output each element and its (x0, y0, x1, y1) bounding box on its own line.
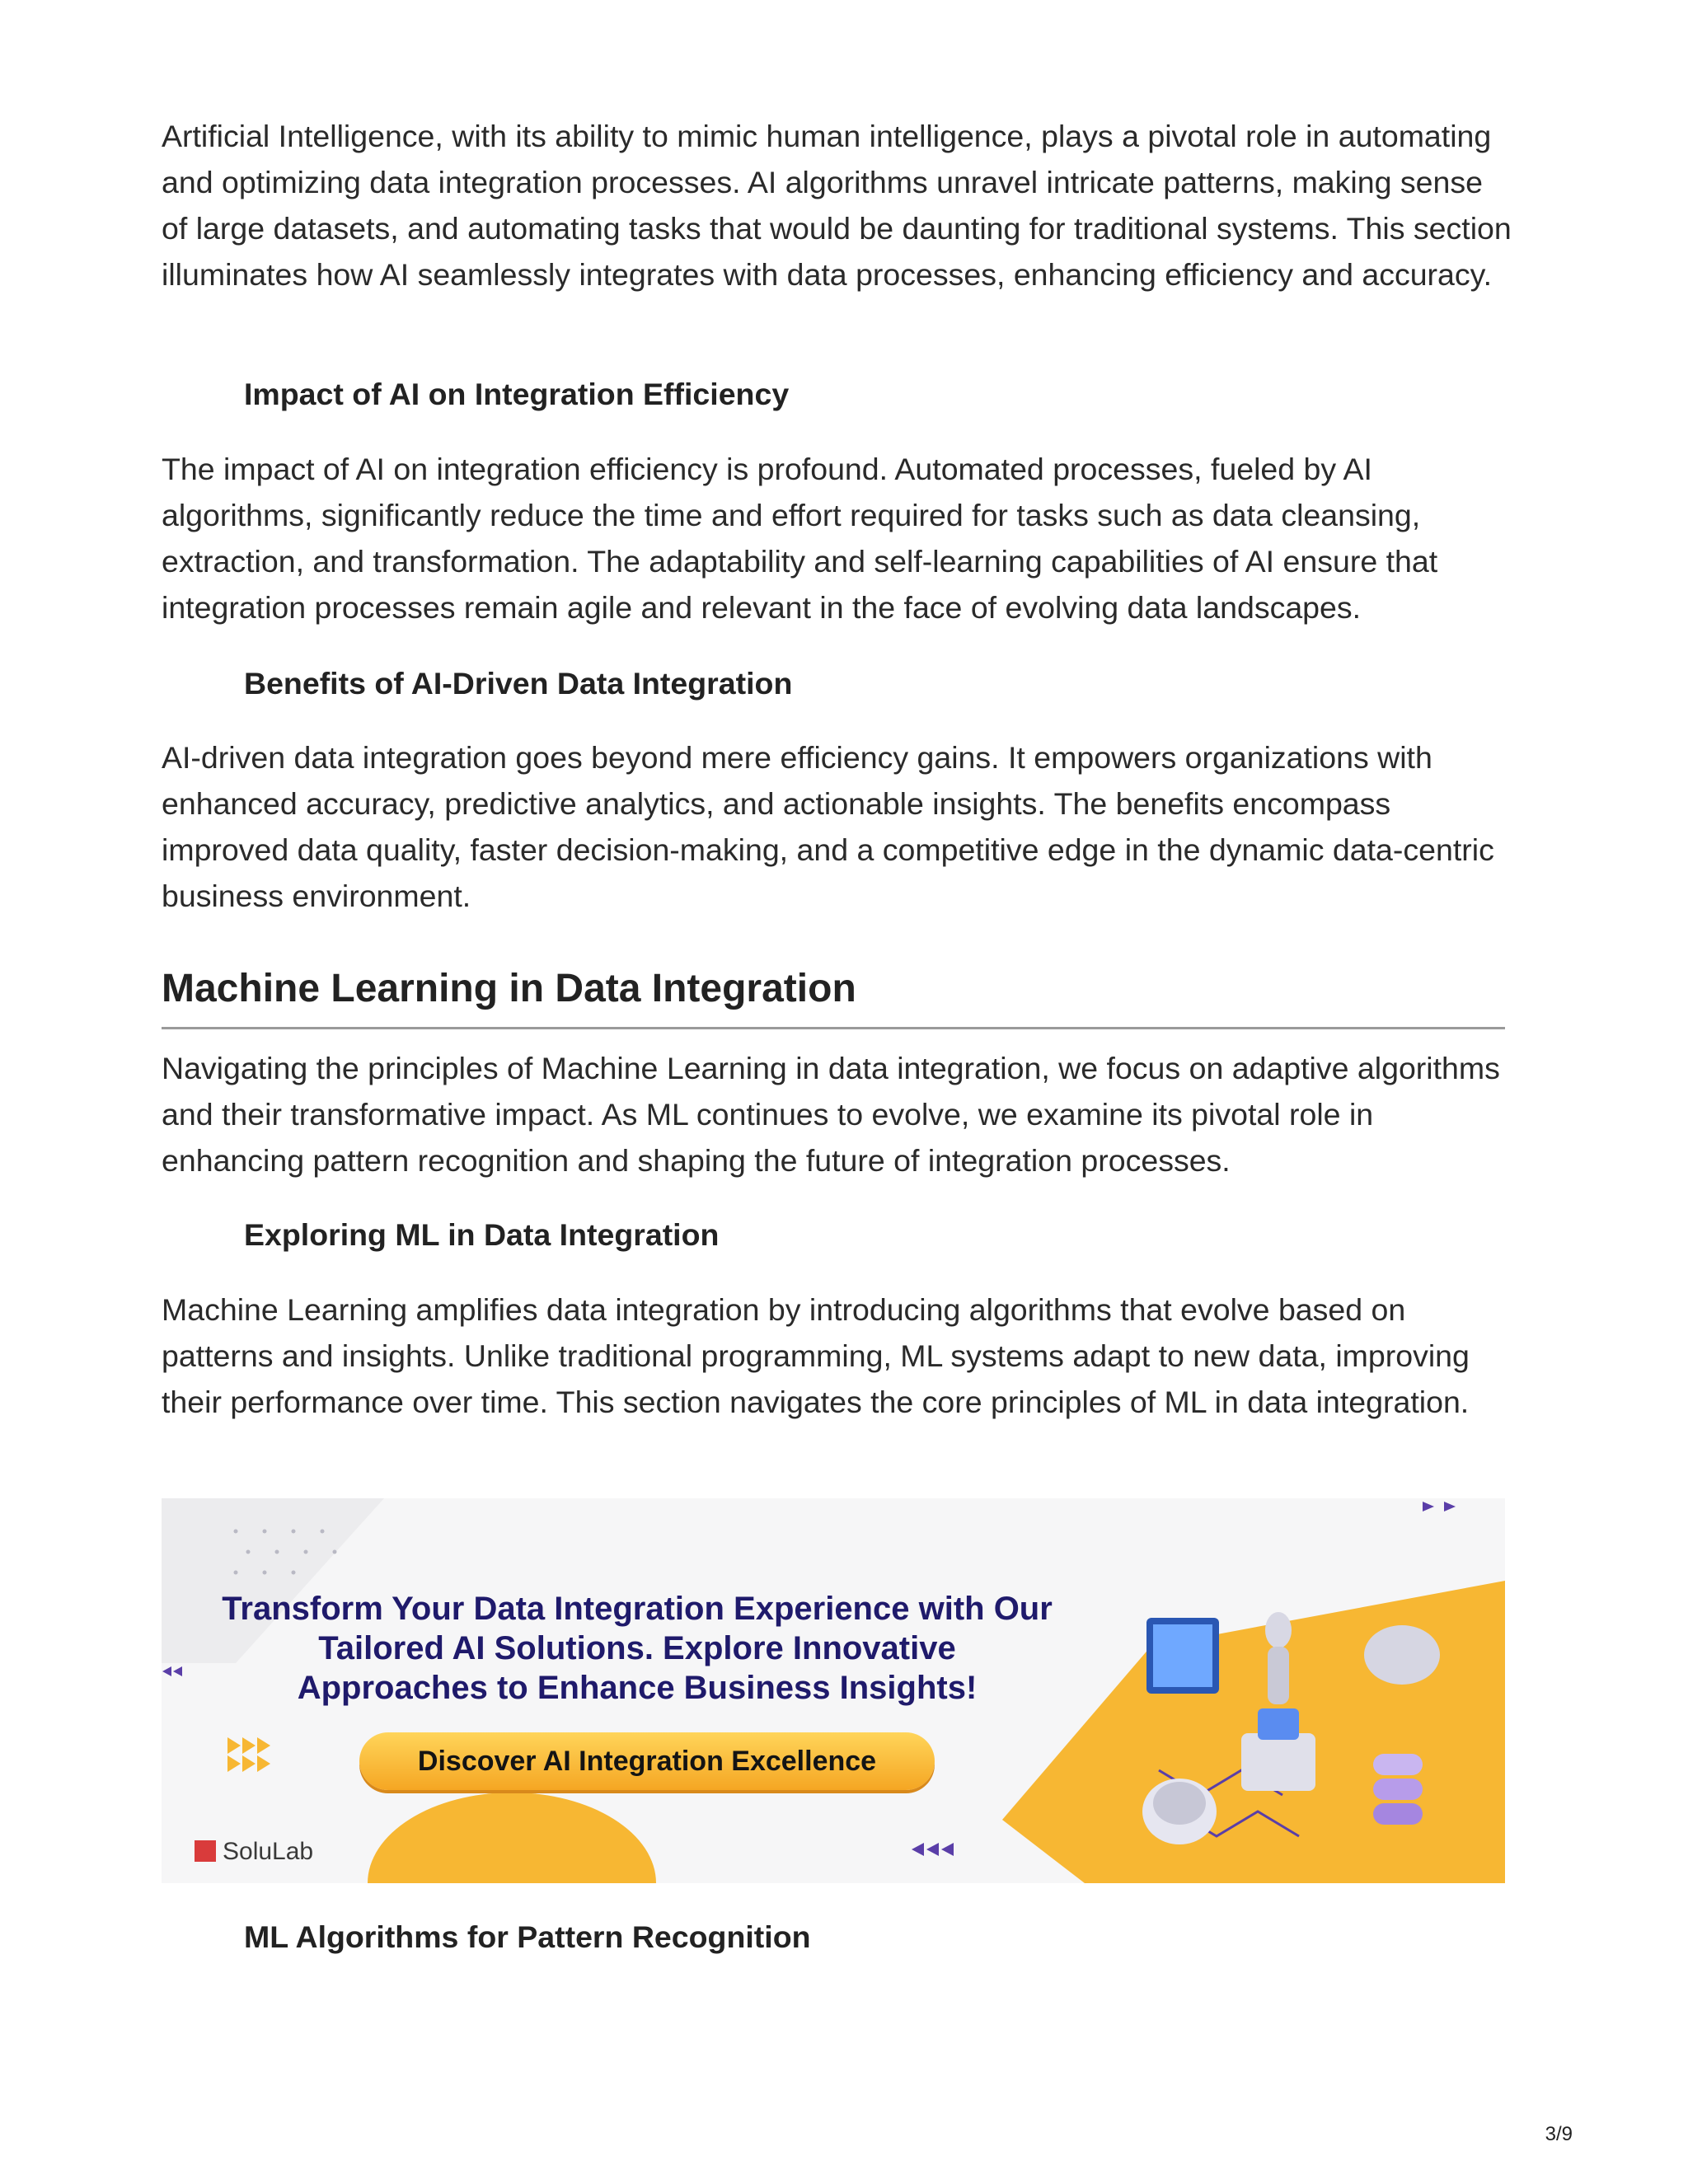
promo-banner[interactable] (162, 1498, 1505, 1883)
subheading-exploring: Exploring ML in Data Integration (244, 1217, 720, 1252)
solulab-logo-text: SoluLab (223, 1838, 314, 1865)
subheading-impact: Impact of AI on Integration Efficiency (244, 377, 790, 411)
section-heading-ml: Machine Learning in Data Integration (162, 963, 1505, 1029)
paragraph-impact: The impact of AI on integration efficiency is profound. Automated processes, fueled by AI algorithms, significantly reduce the time and effort required for tasks such as data cleansing, extraction, and transformation. The adaptability and self-learning capabilities of AI ensure that integration processes remain agile and relevant in the face of evolving data landscapes. (162, 452, 1438, 625)
banner-headline: Transform Your Data Integration Experience with Our Tailored AI Solutions. Explore Innovative Approaches to Enhance Business Insights! (222, 1591, 1053, 1706)
discover-ai-button[interactable]: Discover AI Integration Excellence (359, 1732, 935, 1790)
paragraph-ai-intro: Artificial Intelligence, with its ability to mimic human intelligence, plays a pivotal role in automating and optimizing data integration processes. AI algorithms unravel intricate patterns, making sense of large datasets, and automating tasks that would be daunting for traditional systems. This section illuminates how AI seamlessly integrates with data processes, enhancing efficiency and accuracy. (162, 119, 1512, 292)
subheading-benefits: Benefits of AI-Driven Data Integration (244, 666, 793, 701)
paragraph-benefits: AI-driven data integration goes beyond mere efficiency gains. It empowers organizations with enhanced accuracy, predictive analytics, and actionable insights. The benefits encompass improved data quality, faster decision-making, and a competitive edge in the dynamic data-centric business environment. (162, 740, 1494, 913)
subheading-pattern: ML Algorithms for Pattern Recognition (244, 1919, 811, 1954)
page-number: 3/9 (1545, 2123, 1573, 2145)
solulab-logo-icon (195, 1840, 216, 1862)
solulab-logo (195, 1838, 313, 1866)
paragraph-exploring: Machine Learning amplifies data integration by introducing algorithms that evolve based on patterns and insights. Unlike traditional programming, ML systems adapt to new data, improving their performance over time. This section navigates the core principles of ML in data integration. (162, 1292, 1470, 1419)
paragraph-ml-intro: Navigating the principles of Machine Learning in data integration, we focus on adaptive algorithms and their transformative impact. As ML continues to evolve, we examine its pivotal role in enhancing pattern recognition and shaping the future of integration processes. (162, 1051, 1500, 1178)
